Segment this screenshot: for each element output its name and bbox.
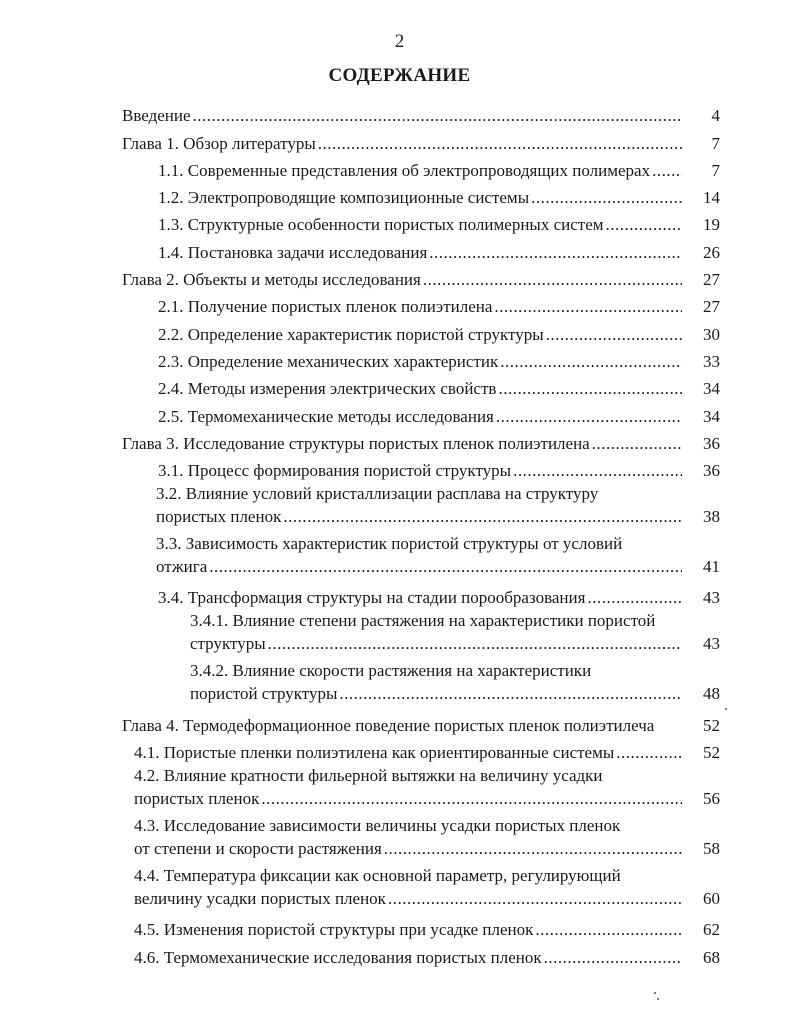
toc-entry-text: Глава 4. Термодеформационное поведение пористых пленок полиэтилеча — [122, 715, 655, 735]
toc-page-number: 60 — [703, 889, 720, 909]
toc-entry-text: 2.3. Определение механических характеристик — [158, 351, 499, 371]
toc-entry-text: 1.4. Постановка задачи исследования — [158, 242, 428, 262]
toc-page-number: 14 — [703, 188, 720, 208]
dot-leader — [606, 215, 682, 234]
dot-leader — [652, 161, 682, 180]
dot-leader — [587, 588, 682, 607]
toc-entry-text: 2.4. Методы измерения электрических свойств — [158, 379, 497, 399]
scan-artifact — [725, 708, 727, 710]
toc-page-number: 33 — [703, 351, 720, 371]
toc-entry-text: Введение — [122, 106, 191, 126]
toc-page-number: 36 — [703, 461, 720, 481]
toc-page-number: 43 — [703, 634, 720, 654]
scan-artifact — [654, 992, 656, 994]
toc-entry-4-1[interactable] — [122, 737, 720, 764]
toc-entry-4-3[interactable] — [122, 814, 720, 860]
dot-leader — [283, 507, 682, 526]
toc-entry-text-line2: пористых пленок — [134, 789, 260, 809]
toc-entry-text: Глава 1. Обзор литературы — [122, 133, 316, 153]
toc-entry-text: 2.1. Получение пористых пленок полиэтилена — [158, 297, 493, 317]
dot-leader — [384, 839, 682, 858]
page-title: СОДЕРЖАНИЕ — [328, 65, 471, 86]
toc-entry-text: Глава 2. Объекты и методы исследования — [122, 270, 421, 290]
dot-leader — [544, 948, 682, 967]
toc-page-number: 62 — [703, 920, 720, 940]
toc-entry-2-2[interactable] — [122, 318, 720, 345]
dot-leader — [496, 407, 682, 426]
toc-entry-text: 4.5. Изменения пористой структуры при усадке пленок — [134, 920, 534, 940]
dot-leader — [513, 461, 682, 480]
toc-entry-4-5[interactable] — [122, 914, 720, 941]
toc-page-number: 19 — [703, 215, 720, 235]
toc-page-number: 7 — [711, 160, 720, 180]
toc-page-number: 52 — [703, 715, 720, 735]
toc-entry-text-line1: 4.4. Температура фиксации как основной параметр, регулирующий — [134, 866, 621, 886]
toc-page-number: 27 — [703, 270, 720, 290]
toc-entry-introduction[interactable] — [122, 100, 720, 127]
dot-leader — [261, 789, 682, 808]
toc-entry-text: 4.6. Термомеханические исследования пористых пленок — [134, 947, 542, 967]
dot-leader — [429, 243, 682, 262]
toc-page-number: 68 — [703, 947, 720, 967]
toc-page-number: 41 — [703, 557, 720, 577]
toc-page-number: 30 — [703, 324, 720, 344]
dot-leader — [531, 188, 682, 207]
toc-page-number: 56 — [703, 789, 720, 809]
toc-entry-chapter-4[interactable] — [122, 709, 720, 736]
toc-entry-1-4[interactable] — [122, 236, 720, 263]
toc-entry-3-4-1[interactable] — [122, 609, 720, 655]
toc-entry-text: 3.1. Процесс формирования пористой структуры — [158, 461, 512, 481]
toc-entry-2-3[interactable] — [122, 346, 720, 373]
toc-page-number: 36 — [703, 433, 720, 453]
toc-page-number: 7 — [711, 133, 720, 153]
toc-entry-text: Глава 3. Исследование структуры пористых пленок полиэтилена — [122, 433, 590, 453]
toc-entry-text-line1: 3.2. Влияние условий кристаллизации расплава на структуру — [156, 484, 599, 504]
toc-entry-1-3[interactable] — [122, 209, 720, 236]
dot-leader — [535, 920, 682, 939]
toc-entry-text-line2: пористых пленок — [156, 507, 282, 527]
scan-artifact — [657, 998, 659, 1000]
toc-entry-chapter-1[interactable] — [122, 127, 720, 154]
toc-entry-text-line2: структуры — [190, 634, 266, 654]
toc-entry-3-4[interactable] — [122, 582, 720, 609]
toc-entry-chapter-3[interactable] — [122, 428, 720, 455]
toc-entry-text-line1: 3.4.1. Влияние степени растяжения на характеристики пористой — [190, 611, 656, 631]
toc-entry-4-4[interactable] — [122, 864, 720, 910]
dot-leader — [268, 634, 682, 653]
toc-page-number: 58 — [703, 839, 720, 859]
toc-page-number: 38 — [703, 507, 720, 527]
toc-entry-text-line1: 4.2. Влияние кратности фильерной вытяжки на величину усадки — [134, 766, 603, 786]
toc-page-number: 34 — [703, 379, 720, 399]
dot-leader — [339, 684, 682, 703]
dot-leader — [388, 889, 682, 908]
toc-entry-text: 1.1. Современные представления об электропроводящих полимерах — [158, 160, 651, 180]
dot-leader — [318, 134, 682, 153]
dot-leader — [423, 270, 682, 289]
toc-entry-3-1[interactable] — [122, 455, 720, 482]
toc-entry-4-2[interactable] — [122, 764, 720, 810]
toc-page-number: 27 — [703, 297, 720, 317]
toc-entry-3-2[interactable] — [122, 482, 720, 528]
dot-leader — [494, 297, 682, 316]
dot-leader — [500, 352, 682, 371]
toc-page-number: 4 — [711, 106, 720, 126]
toc-entry-text: 4.1. Пористые пленки полиэтилена как ориентированные системы — [134, 743, 615, 763]
toc-entry-text-line1: 3.4.2. Влияние скорости растяжения на характеристики — [190, 661, 592, 681]
toc-entry-text: 2.2. Определение характеристик пористой структуры — [158, 324, 544, 344]
toc-entry-text: 1.3. Структурные особенности пористых полимерных систем — [158, 215, 604, 235]
dot-leader — [546, 325, 682, 344]
toc-entry-chapter-2[interactable] — [122, 264, 720, 291]
toc-entry-text-line2: величину усадки пористых пленок — [134, 889, 386, 909]
toc-entry-text: 3.4. Трансформация структуры на стадии порообразования — [158, 588, 586, 608]
toc-page-number: 26 — [703, 242, 720, 262]
toc-page-number: 43 — [703, 588, 720, 608]
dot-leader — [193, 106, 682, 125]
toc-entry-1-2[interactable] — [122, 182, 720, 209]
toc-entry-2-4[interactable] — [122, 373, 720, 400]
toc-entry-3-4-2[interactable] — [122, 659, 720, 705]
dot-leader — [209, 557, 682, 576]
toc-page-number: 52 — [703, 743, 720, 763]
dot-leader — [592, 434, 682, 453]
toc-entry-text: 1.2. Электропроводящие композиционные системы — [158, 188, 530, 208]
toc-entry-2-1[interactable] — [122, 291, 720, 318]
toc-entry-text-line2: отжига — [156, 557, 208, 577]
table-of-contents — [122, 100, 720, 969]
toc-page-number: 34 — [703, 406, 720, 426]
dot-leader — [498, 379, 682, 398]
toc-entry-3-3[interactable] — [122, 532, 720, 578]
page-number: 2 — [394, 31, 405, 52]
toc-entry-text-line1: 4.3. Исследование зависимости величины усадки пористых пленок — [134, 816, 621, 836]
toc-entry-4-6[interactable] — [122, 941, 720, 968]
toc-entry-1-1[interactable] — [122, 155, 720, 182]
toc-entry-text: 2.5. Термомеханические методы исследования — [158, 406, 494, 426]
toc-entry-text-line1: 3.3. Зависимость характеристик пористой структуры от условий — [156, 534, 623, 554]
toc-entry-2-5[interactable] — [122, 400, 720, 427]
toc-entry-text-line2: от степени и скорости растяжения — [134, 839, 382, 859]
dot-leader — [616, 743, 682, 762]
toc-page-number: 48 — [703, 684, 720, 704]
toc-entry-text-line2: пористой структуры — [190, 684, 338, 704]
